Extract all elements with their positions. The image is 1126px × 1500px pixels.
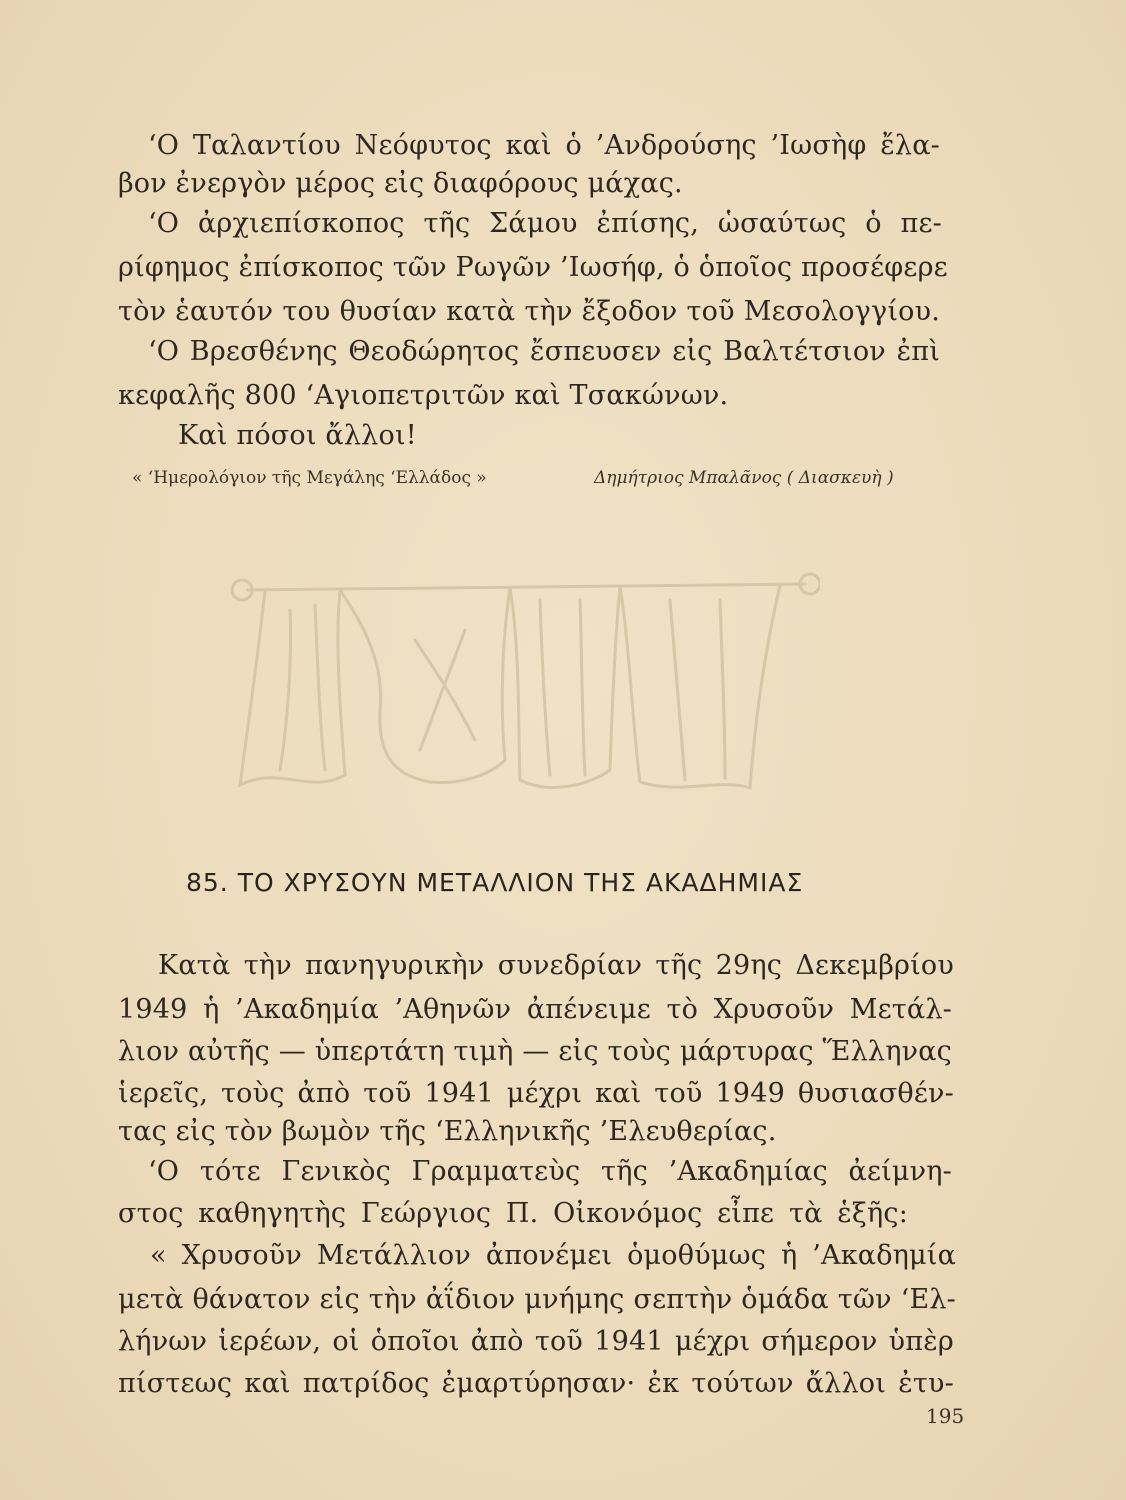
text-line: ρίφημος ἐπίσκοπος τῶν Ρωγῶν ’Ιωσήφ, ὁ ὁποῖος προσέφερε	[118, 252, 948, 283]
text-line: ‘Ο ἀρχιεπίσκοπος τῆς Σάμου ἐπίσης, ὡσαύτως ὁ πε-	[148, 208, 942, 239]
text-line: τὸν ἑαυτόν του θυσίαν κατὰ τὴν ἔξοδον τοῦ Μεσολογγίου.	[118, 296, 940, 327]
text-line: πίστεως καὶ πατρίδος ἐμαρτύρησαν· ἐκ τούτων ἄλλοι ἐτυ-	[118, 1368, 954, 1399]
text-line: ‘Ο Ταλαντίου Νεόφυτος καὶ ὁ ’Ανδρούσης ’Ιωσὴφ ἔλα-	[148, 130, 940, 161]
text-line: βον ἐνεργὸν μέρος εἰς διαφόρους μάχας.	[118, 168, 683, 199]
text-line: στος καθηγητὴς Γεώργιος Π. Οἰκονόμος εἶπε τὰ ἑξῆς:	[118, 1198, 908, 1229]
text-line: 1949 ἡ ’Ακαδημία ’Αθηνῶν ἀπένειμε τὸ Χρυσοῦν Μετάλ-	[118, 994, 952, 1025]
text-line: « Χρυσοῦν Μετάλλιον ἀπονέμει ὁμοθύμως ἡ ’Ακαδημία	[150, 1240, 956, 1271]
text-line: λήνων ἱερέων, οἱ ὁποῖοι ἀπὸ τοῦ 1941 μέχρι σήμερον ὑπὲρ	[118, 1326, 954, 1357]
text-line: ἱερεῖς, τοὺς ἀπὸ τοῦ 1941 μέχρι καὶ τοῦ 1949 θυσιασθέν-	[118, 1078, 954, 1109]
curtain-ornament	[220, 560, 820, 810]
text-line: Κατὰ τὴν πανηγυρικὴν συνεδρίαν τῆς 29ης Δεκεμβρίου	[158, 950, 954, 981]
text-line: τας εἰς τὸν βωμὸν τῆς ‘Ελληνικῆς ’Ελευθερίας.	[118, 1116, 777, 1147]
text-line: Καὶ πόσοι ἄλλοι!	[178, 420, 417, 451]
text-line: κεφαλῆς 800 ‘Αγιοπετριτῶν καὶ Τσακώνων.	[118, 380, 729, 411]
text-line: ‘Ο τότε Γενικὸς Γραμματεὺς τῆς ’Ακαδημίας ἀείμνη-	[148, 1156, 952, 1187]
page-number: 195	[926, 1404, 965, 1428]
source-author: Δημήτριος Μπαλᾶνος ( Διασκευὴ )	[594, 468, 894, 488]
text-line: λιον αὐτῆς — ὑπερτάτη τιμὴ — εἰς τοὺς μάρτυρας Ἕλληνας	[118, 1036, 952, 1067]
source-title: « ‘Ημερολόγιον τῆς Μεγάλης ‘Ελλάδος »	[132, 468, 487, 488]
section-heading: 85. ΤΟ ΧΡΥΣΟΥΝ ΜΕΤΑΛΛΙΟΝ ΤΗΣ ΑΚΑΔΗΜΙΑΣ	[186, 868, 804, 897]
text-line: ‘Ο Βρεσθένης Θεοδώρητος ἔσπευσεν εἰς Βαλτέτσιον ἐπὶ	[148, 336, 940, 367]
text-line: μετὰ θάνατον εἰς τὴν ἀΐδιον μνήμης σεπτὴν ὁμάδα τῶν ‘Ελ-	[118, 1284, 956, 1315]
